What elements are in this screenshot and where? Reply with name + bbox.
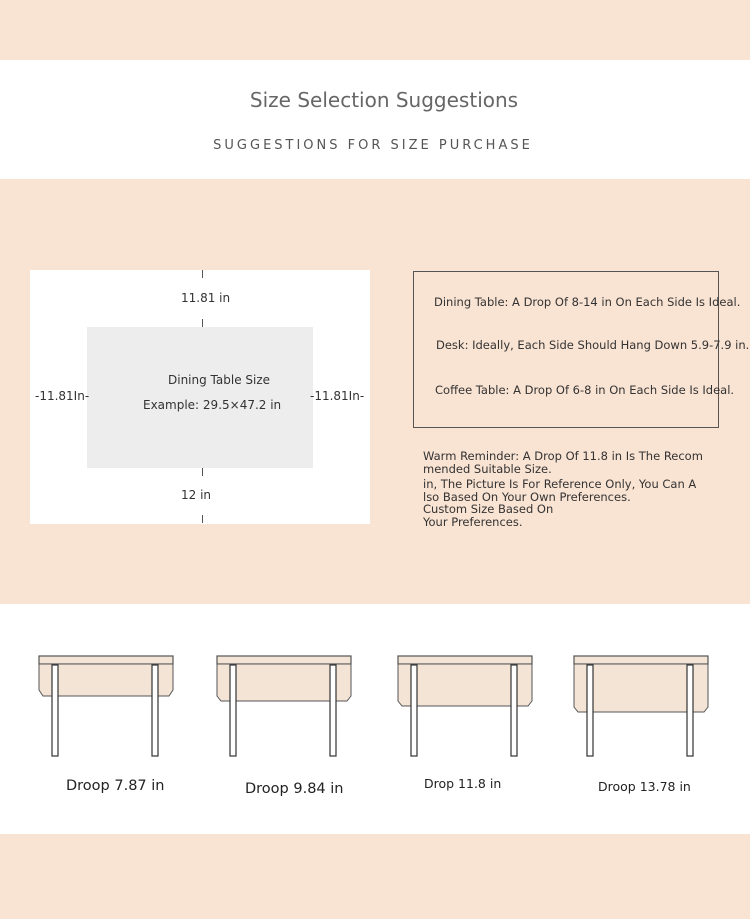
top-dimension-label: 11.81 in	[181, 291, 231, 305]
reminder-line: Custom Size Based On	[423, 502, 554, 516]
right-dimension-label: -11.81In-	[310, 389, 365, 403]
reminder-line: mended Suitable Size.	[423, 461, 552, 476]
page-title: Size Selection Suggestions	[249, 88, 519, 112]
droop-table-4	[571, 653, 711, 759]
bottom-tick-upper	[202, 468, 203, 476]
droop-label: Drop 11.8 in	[424, 776, 502, 791]
reminder-line: Your Preferences.	[423, 514, 523, 529]
table-caption: Dining Table Size	[168, 373, 271, 387]
bottom-dimension-label: 12 in	[181, 488, 212, 502]
table-example-size: Example: 29.5×47.2 in	[143, 398, 282, 412]
reminder-line: in, The Picture Is For Reference Only, You Can A	[423, 477, 697, 491]
droop-table-1	[36, 653, 176, 759]
warm-reminder	[423, 450, 723, 528]
droop-label: Droop 13.78 in	[598, 779, 691, 794]
droop-table-3	[395, 653, 535, 759]
bottom-tick-lower	[202, 515, 203, 523]
header-band	[0, 60, 750, 179]
reminder-line: Warm Reminder: A Drop Of 11.8 in Is The Recom	[423, 449, 703, 463]
reminder-line: lso Based On Your Own Preferences.	[423, 489, 631, 504]
droop-label: Droop 9.84 in	[245, 781, 344, 797]
droop-table-2	[214, 653, 354, 759]
left-dimension-label: -11.81In-	[35, 389, 90, 403]
tips-box	[413, 271, 750, 428]
tip-desk: Desk: Ideally, Each Side Should Hang Down 5.9-7.9 in.	[436, 338, 750, 352]
top-tick-upper	[202, 270, 203, 278]
tip-dining-table: Dining Table: A Drop Of 8-14 in On Each Side Is Ideal.	[434, 295, 741, 309]
top-tick-lower	[202, 319, 203, 327]
droop-label: Droop 7.87 in	[66, 778, 165, 794]
tip-coffee-table: Coffee Table: A Drop Of 6-8 in On Each Side Is Ideal.	[435, 383, 735, 397]
size-diagram	[30, 270, 370, 524]
page-subtitle: SUGGESTIONS FOR SIZE PURCHASE	[213, 138, 533, 153]
